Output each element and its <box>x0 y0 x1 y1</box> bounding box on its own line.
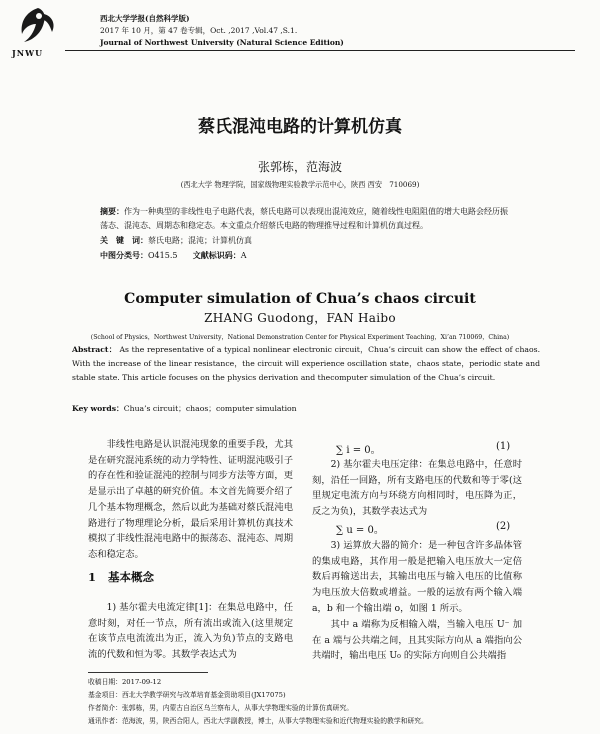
equation-2-number: (2) <box>496 521 511 532</box>
clc-label: 中图分类号： <box>100 250 148 260</box>
opamp-paragraph: 3) 运算放大器的简介：是一种包含许多晶体管的集成电路，其作用一般是把输入电压放大一定倍数后再输送出去，其输出电压与输入电压的比值称为电压放大倍数或增益。一般的运放有两个输入端 a，b 和一个输出端 o，如图 1 所示。 <box>312 540 522 614</box>
doc-code-value: A <box>240 251 247 260</box>
abstract-cn-text: 作为一种典型的非线性电子电路代表，蔡氏电路可以表现出混沌效应，随着线性电阻阻值的增大电路会经历振荡态、混沌态、周期态和稳定态。本文重点介绍蔡氏电路的物理推导过程和计算机仿真过程。 <box>100 207 508 230</box>
equation-1-number: (1) <box>496 441 511 452</box>
keywords-cn-label: 关 键 词： <box>100 235 148 245</box>
kvl-paragraph: 2) 基尔霍夫电压定律：在集总电路中，任意时刻，沿任一回路，所有支路电压的代数和等于零(这里规定电流方向与环绕方向相同时，电压降为正，反之为负)，其数学表达式为 <box>312 459 522 518</box>
journal-name-cn: 西北大学学报(自然科学版) <box>100 14 190 23</box>
abstract-en-label: Abstract： <box>72 345 117 354</box>
section-1-number: 1 <box>88 570 97 584</box>
paper-title-cn: 蔡氏混沌电路的计算机仿真 <box>198 117 402 137</box>
kcl-paragraph: 1) 基尔霍夫电流定律[1]：在集总电路中，任意时刻，对任一节点，所有流出或流入(这里规定在该节点电流流出为正，流入为负)节点的支路电流的代数和恒为零。其数学表达式为 <box>88 602 293 661</box>
footnote-author: 作者简介：张郭栋，男，内蒙古自治区乌兰察布人，从事大学物理实验的计算仿真研究。 <box>88 704 354 712</box>
journal-name-en: Journal of Northwest University (Natural Science Edition) <box>100 38 344 47</box>
equation-2: ∑ u = 0。 <box>336 525 384 536</box>
keywords-en-label: Key words： <box>72 404 124 413</box>
affiliation-en: (School of Physics，Northwest University，National Demonstration Center for Physical Experiment Teaching，Xi’an 710069，China) <box>90 334 510 341</box>
footnote-received: 收稿日期：2017-09-12 <box>88 678 162 686</box>
section-1-title: 基本概念 <box>108 570 155 584</box>
affiliation-cn: (西北大学 物理学院，国家级物理实验教学示范中心，陕西 西安 710069) <box>180 180 420 189</box>
abstract-cn <box>100 204 510 263</box>
authors-cn: 张郭栋，范海波 <box>257 160 342 174</box>
header-rule <box>65 50 575 51</box>
keywords-en: Chua’s circuit；chaos；computer simulation <box>123 404 297 413</box>
footnote-fund: 基金项目：西北大学教学研究与改革培育基金资助项目(JX17075) <box>88 691 286 699</box>
footnote-rule <box>88 672 208 673</box>
clc-value: O415.5 <box>148 251 178 260</box>
opamp-paragraph-2: 其中 a 端称为反相输入端，当输入电压 U⁻ 加在 a 端与公共端之间，且其实际方向从 a 端指向公共端时，输出电压 U₀ 的实际方向则自公共端指 <box>312 619 522 662</box>
journal-logo-text: JNWU <box>12 48 44 58</box>
journal-issue: 2017 年 10 月，第 47 卷专辑，Oct. ,2017 ,Vol.47 ,S.1. <box>100 26 298 35</box>
authors-en: ZHANG Guodong，FAN Haibo <box>204 311 396 325</box>
abstract-cn-label: 摘要： <box>100 206 124 216</box>
intro-paragraph: 非线性电路是认识混沌现象的重要手段，尤其是在研究混沌系统的动力学特性、证明混沌吸引子的存在性和验证混沌的控制与同步方法等方面，更是显示出了卓越的研究价值。本文首先简要介绍了几个基本物理概念，然后以此为基础对蔡氏混沌电路进行了物理理论分析，最后采用计算机仿真技术模拟了非线性混沌电路中的振荡态、混沌态、周期态和稳定态。 <box>88 439 293 560</box>
abstract-en-text: As the representative of a typical nonlinear electronic circuit，Chua’s circuit can show the effect of chaos. With the increase of the linear resistance，the circuit will experience oscillation state，chaos state，periodic state and stable state. This article focuses on the physics derivation and thecomputer simulation of the Chua’s circuit. <box>72 345 541 382</box>
equation-1: ∑ i = 0。 <box>336 445 381 456</box>
paper-title-en: Computer simulation of Chua’s chaos circuit <box>124 291 476 307</box>
doc-code-label: 文献标识码： <box>192 250 241 260</box>
footnote-corresponding: 通讯作者：范海波，男，陕西合阳人，西北大学副教授，博士，从事大学物理实验和近代物理实验的教学和研究。 <box>88 717 428 725</box>
section-1-heading <box>88 569 154 585</box>
keywords-cn: 蔡氏电路；混沌；计算机仿真 <box>148 236 252 245</box>
abstract-en <box>72 343 540 385</box>
keywords-en-block <box>72 403 540 414</box>
